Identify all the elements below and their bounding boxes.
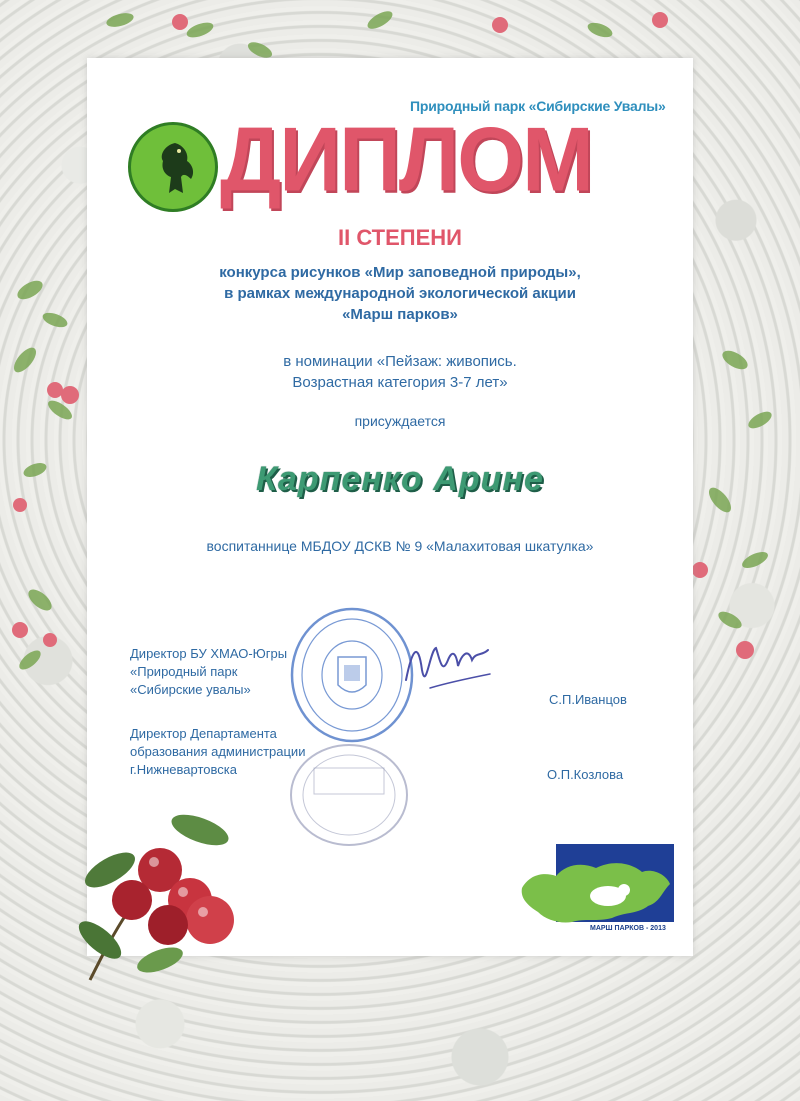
director2-title (130, 725, 305, 779)
contest-line-2: в рамках международной экологической акции (224, 285, 576, 302)
park-logo (128, 122, 218, 212)
recipient-name: Карпенко Арине (256, 460, 544, 498)
director1-line-3: «Сибирские увалы» (130, 682, 251, 697)
director2-line-1: Директор Департамента (130, 726, 277, 741)
awarded-label: присуждается (354, 413, 446, 429)
contest-description (0, 262, 800, 325)
director1-name: С.П.Иванцов (549, 692, 627, 707)
director2-name: О.П.Козлова (547, 767, 624, 782)
park-name: Природный парк «Сибирские Увалы» (410, 98, 666, 114)
contest-line-3: «Марш парков» (342, 306, 458, 323)
march-of-parks-caption: МАРШ ПАРКОВ - 2013 (590, 925, 666, 932)
director-signature (400, 630, 495, 695)
official-stamp (288, 605, 416, 745)
nomination-line-2: Возрастная категория 3-7 лет» (292, 374, 508, 391)
director2-line-3: г.Нижневартовска (130, 762, 237, 777)
degree-label: II СТЕПЕНИ (338, 225, 462, 250)
nomination-line-1: в номинации «Пейзаж: живопись. (283, 353, 517, 370)
contest-line-1: конкурса рисунков «Мир заповедной природы», (219, 264, 581, 281)
diploma-title: ДИПЛОМ (220, 109, 592, 211)
director1-title (130, 645, 287, 699)
eagle-icon (153, 139, 197, 197)
nomination (0, 351, 800, 393)
director2-line-2: образования администрации (130, 744, 306, 759)
director1-line-1: Директор БУ ХМАО-Югры (130, 646, 288, 661)
lingonberry-illustration (70, 790, 260, 990)
director1-line-2: «Природный парк (130, 664, 238, 679)
pupil-description: воспитаннице МБДОУ ДСКВ № 9 «Малахитовая шкатулка» (206, 538, 594, 554)
